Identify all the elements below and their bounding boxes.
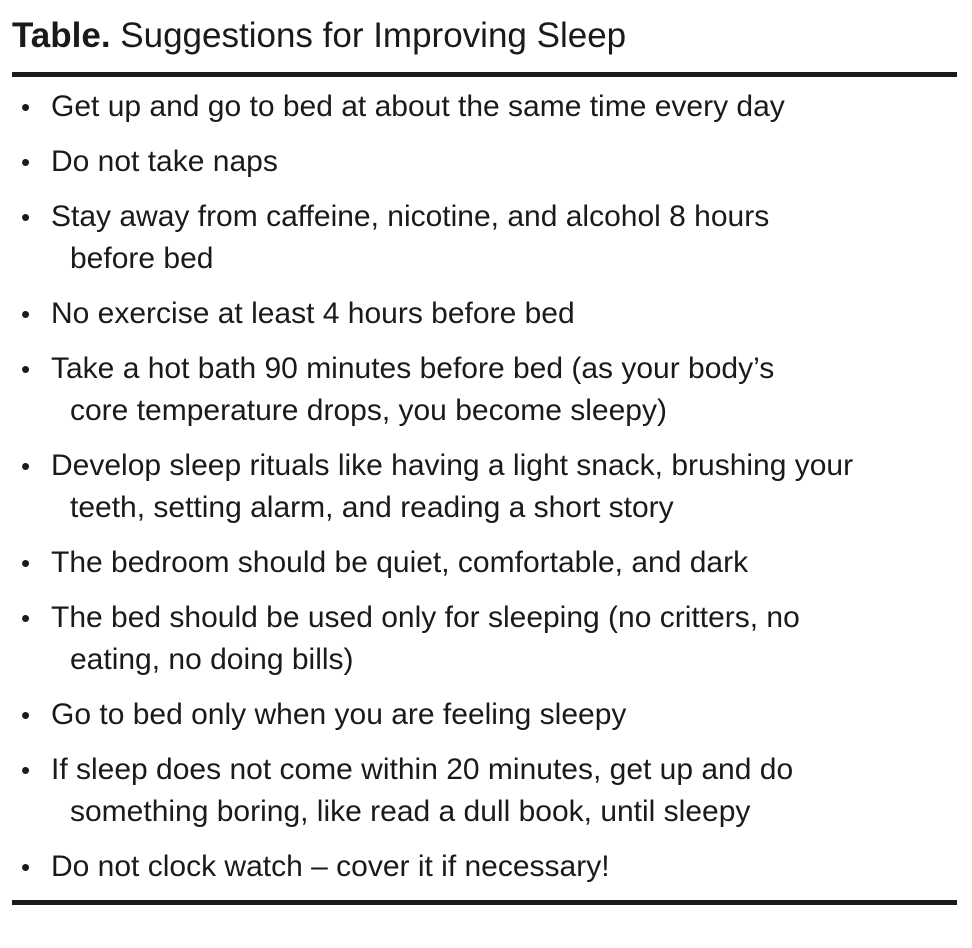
- item-text: Do not clock watch – cover it if necessary!: [51, 850, 610, 883]
- list-item: [12, 694, 957, 736]
- item-text: Take a hot bath 90 minutes before bed (as your body’s: [51, 352, 775, 385]
- suggestion-list: [12, 77, 957, 900]
- suggestions-table: [12, 0, 957, 905]
- bullet-icon: •: [21, 700, 31, 730]
- list-item: [12, 293, 957, 335]
- item-text: The bedroom should be quiet, comfortable, and dark: [51, 546, 749, 579]
- item-text: Do not take naps: [51, 145, 278, 178]
- list-item: [12, 348, 957, 432]
- table-label: Table.: [12, 16, 111, 55]
- list-item: [12, 597, 957, 681]
- item-text-continued: eating, no doing bills): [70, 643, 354, 676]
- list-item: [12, 86, 957, 128]
- item-text: The bed should be used only for sleeping (no critters, no: [51, 601, 800, 634]
- list-item: [12, 445, 957, 529]
- list-item: [12, 749, 957, 833]
- list-item: [12, 141, 957, 183]
- item-text: Develop sleep rituals like having a light snack, brushing your: [51, 449, 854, 482]
- bullet-icon: •: [21, 548, 31, 578]
- bullet-icon: •: [21, 451, 31, 481]
- item-text-continued: before bed: [70, 242, 214, 275]
- bottom-rule: [12, 900, 957, 905]
- item-text: Get up and go to bed at about the same time every day: [51, 90, 785, 123]
- table-title: Suggestions for Improving Sleep: [120, 16, 627, 55]
- item-text: If sleep does not come within 20 minutes, get up and do: [51, 753, 794, 786]
- bullet-icon: •: [21, 299, 31, 329]
- item-text-continued: something boring, like read a dull book, until sleepy: [70, 795, 751, 828]
- list-item: [12, 846, 957, 888]
- bullet-icon: •: [21, 603, 31, 633]
- item-text-continued: teeth, setting alarm, and reading a short story: [70, 491, 674, 524]
- list-item: [12, 542, 957, 584]
- item-text: Go to bed only when you are feeling sleepy: [51, 698, 627, 731]
- item-text: Stay away from caffeine, nicotine, and alcohol 8 hours: [51, 200, 770, 233]
- bullet-icon: •: [21, 755, 31, 785]
- bullet-icon: •: [21, 354, 31, 384]
- item-text: No exercise at least 4 hours before bed: [51, 297, 575, 330]
- item-text-continued: core temperature drops, you become sleepy): [70, 394, 667, 427]
- table-caption: [12, 0, 957, 72]
- bullet-icon: •: [21, 147, 31, 177]
- list-item: [12, 196, 957, 280]
- bullet-icon: •: [21, 92, 31, 122]
- bullet-icon: •: [21, 202, 31, 232]
- bullet-icon: •: [21, 852, 31, 882]
